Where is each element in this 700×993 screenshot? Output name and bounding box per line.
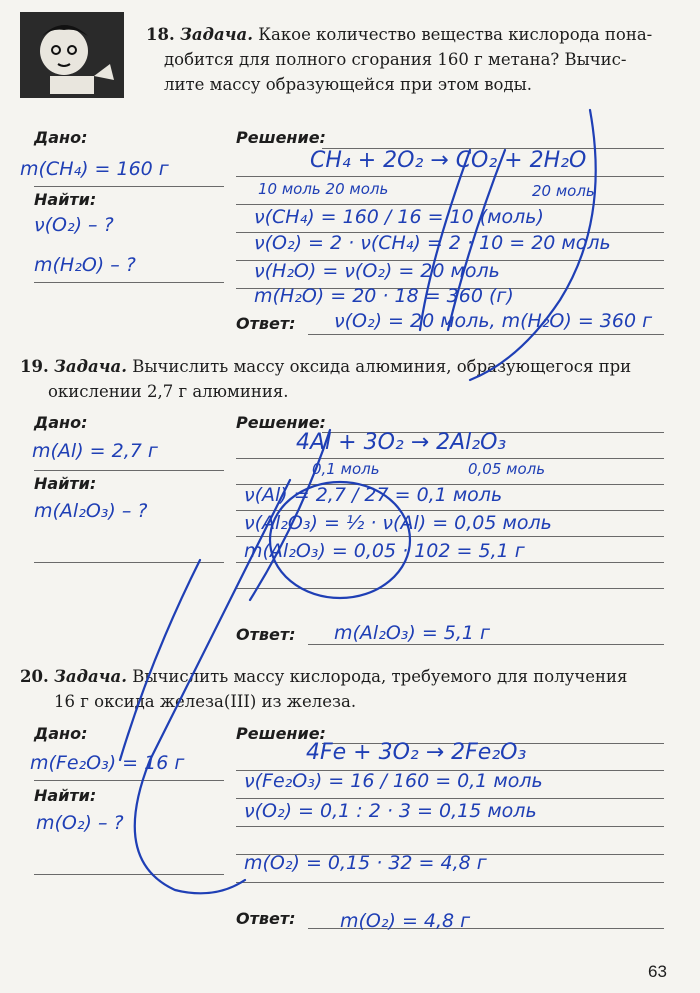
- problem-20-line2: 16 г оксида железа(III) из железа.: [54, 692, 357, 711]
- p19-dano-line: [34, 470, 224, 471]
- p20-hw-find: m(O₂) – ?: [36, 812, 124, 834]
- problem-19-text: [20, 354, 680, 404]
- problem-20-label: Задача.: [53, 667, 127, 686]
- p18-hw-moles-right: 20 моль: [532, 182, 595, 200]
- problem-19-number: 19.: [20, 357, 49, 376]
- problem-19-line1: Вычислить массу оксида алюминия, образующегося при: [132, 357, 632, 376]
- p18-otvet-line: [308, 334, 664, 335]
- p20-naiti-line: [34, 874, 224, 875]
- problem-18-text: [146, 22, 676, 97]
- p20-naiti-label: Найти:: [34, 786, 97, 805]
- p19-hw-step3: m(Al₂O₃) = 0,05 · 102 = 5,1 г: [244, 540, 525, 562]
- p18-naiti-line: [34, 282, 224, 283]
- p19-otvet-line: [308, 644, 664, 645]
- problem-20-line1: Вычислить массу кислорода, требуемого для получения: [132, 667, 628, 686]
- p18-reshenie-label: Решение:: [236, 128, 326, 147]
- p20-rule-3: [236, 798, 664, 799]
- p18-hw-step3: ν(H₂O) = ν(O₂) = 20 моль: [254, 260, 500, 282]
- problem-18-line2: добится для полного сгорания 160 г метана? Вычис-: [164, 50, 627, 69]
- p19-rule-6: [236, 562, 664, 563]
- problem-18-line3: лите массу образующейся при этом воды.: [164, 75, 533, 94]
- p18-hw-step1: ν(CH₄) = 160 / 16 = 10 (моль): [254, 206, 544, 228]
- p19-dano-label: Дано:: [34, 413, 88, 432]
- p20-hw-step3: m(O₂) = 0,15 · 32 = 4,8 г: [244, 852, 487, 874]
- p19-rule-5: [236, 536, 664, 537]
- p19-hw-given: m(Al) = 2,7 г: [32, 440, 158, 462]
- p19-hw-equation: 4Al + 3O₂ → 2Al₂O₃: [296, 430, 507, 455]
- p18-hw-given: m(CH₄) = 160 г: [20, 158, 169, 180]
- p18-hw-answer: ν(O₂) = 20 моль, m(H₂O) = 360 г: [334, 310, 653, 332]
- p20-dano-line: [34, 780, 224, 781]
- p19-naiti-line: [34, 562, 224, 563]
- p19-otvet-label: Ответ:: [236, 625, 296, 644]
- problem-20-number: 20.: [20, 667, 49, 686]
- problem-20-text: [20, 664, 680, 714]
- p18-otvet-label: Ответ:: [236, 314, 296, 333]
- problem-18-line1: Какое количество вещества кислорода пона-: [258, 25, 653, 44]
- p19-hw-answer: m(Al₂O₃) = 5,1 г: [334, 622, 491, 644]
- p18-dano-line: [34, 186, 224, 187]
- p19-hw-step1: ν(Al) = 2,7 / 27 = 0,1 моль: [244, 484, 503, 506]
- p19-reshenie-label: Решение:: [236, 413, 326, 432]
- p20-otvet-label: Ответ:: [236, 909, 296, 928]
- p20-dano-label: Дано:: [34, 724, 88, 743]
- p19-rule-4: [236, 510, 664, 511]
- p20-hw-answer: m(O₂) = 4,8 г: [340, 910, 471, 932]
- problem-18-number: 18.: [146, 25, 175, 44]
- p18-dano-label: Дано:: [34, 128, 88, 147]
- p19-hw-moles-left: 0,1 моль: [312, 460, 380, 478]
- p19-rule-2: [236, 458, 664, 459]
- p18-hw-step4: m(H₂O) = 20 · 18 = 360 (г): [254, 285, 514, 307]
- p19-rule-7: [236, 588, 664, 589]
- p18-hw-find1: ν(O₂) – ?: [34, 214, 114, 236]
- problem-18-label: Задача.: [179, 25, 253, 44]
- p20-hw-given: m(Fe₂O₃) = 16 г: [30, 752, 185, 774]
- p19-hw-find: m(Al₂O₃) – ?: [34, 500, 148, 522]
- p18-rule-2: [236, 176, 664, 177]
- thinking-boy-illustration: [14, 6, 134, 106]
- problem-19-line2: окислении 2,7 г алюминия.: [48, 382, 289, 401]
- p20-reshenie-label: Решение:: [236, 724, 326, 743]
- p20-hw-equation: 4Fe + 3O₂ → 2Fe₂O₃: [306, 740, 527, 765]
- page-number: 63: [648, 962, 667, 981]
- p18-naiti-label: Найти:: [34, 190, 97, 209]
- p18-hw-moles-left: 10 моль 20 моль: [258, 180, 389, 198]
- p20-hw-step1: ν(Fe₂O₃) = 16 / 160 = 0,1 моль: [244, 770, 543, 792]
- p18-hw-equation: CH₄ + 2O₂ → CO₂ + 2H₂O: [310, 148, 587, 173]
- p18-hw-find2: m(H₂O) – ?: [34, 254, 136, 276]
- p20-hw-step2: ν(O₂) = 0,1 : 2 · 3 = 0,15 моль: [244, 800, 537, 822]
- p20-rule-6: [236, 882, 664, 883]
- p19-hw-step2: ν(Al₂O₃) = ½ · ν(Al) = 0,05 моль: [244, 512, 552, 534]
- p19-hw-moles-right: 0,05 моль: [468, 460, 546, 478]
- p18-rule-3: [236, 204, 664, 205]
- p18-hw-step2: ν(O₂) = 2 · ν(CH₄) = 2 · 10 = 20 моль: [254, 232, 611, 254]
- problem-19-label: Задача.: [53, 357, 127, 376]
- p19-naiti-label: Найти:: [34, 474, 97, 493]
- p20-rule-4: [236, 826, 664, 827]
